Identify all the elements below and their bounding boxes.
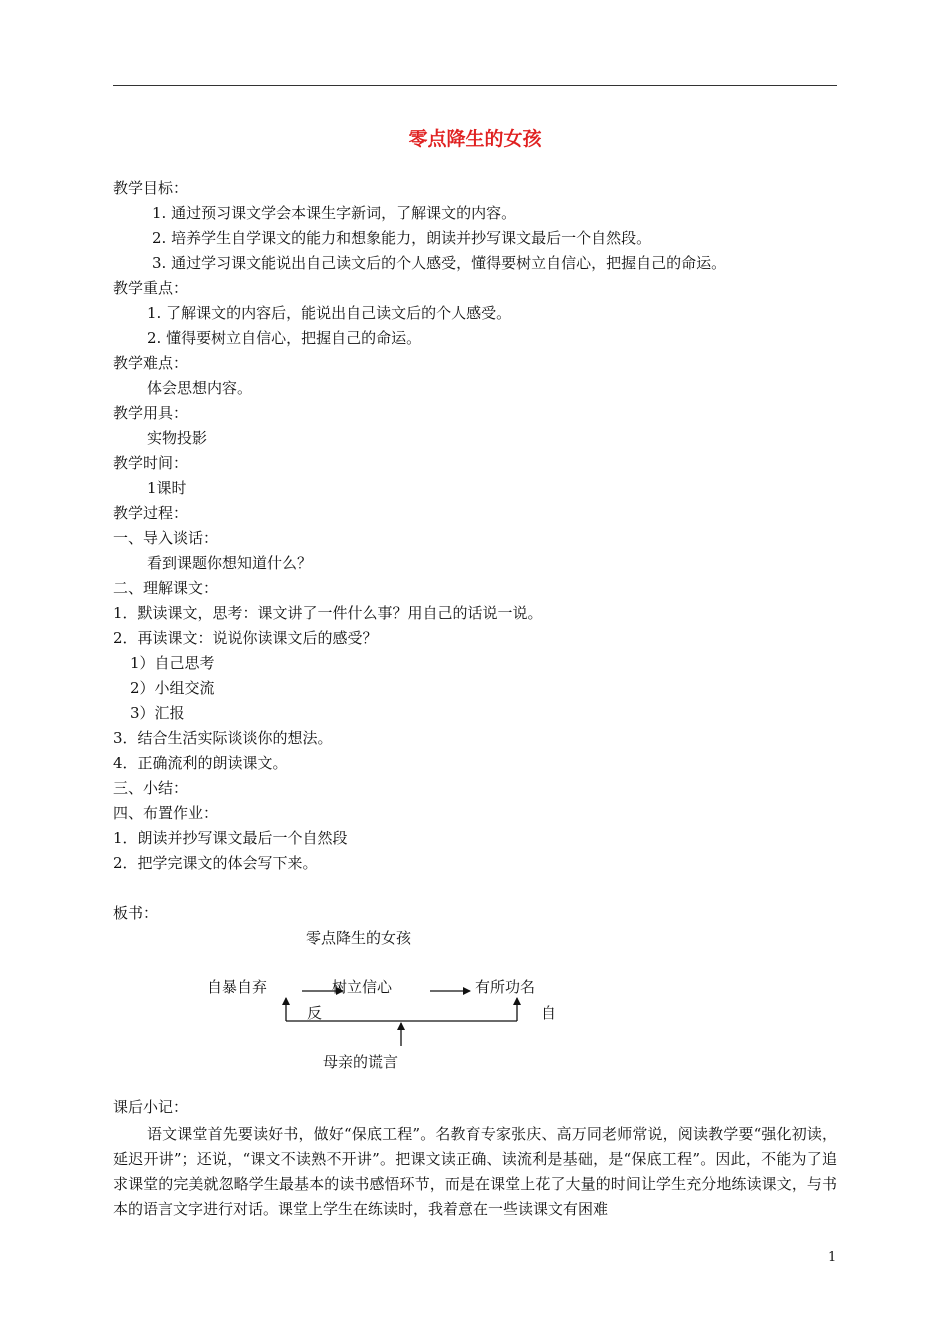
key-point-item-1: 1. 了解课文的内容后，能说出自己读文后的个人感受。 [147,304,512,322]
page-title: 零点降生的女孩 [408,128,542,150]
board-zi-label: 自 [541,1004,557,1022]
homework-item: 1．朗读并抄写课文最后一个自然段 [113,829,348,847]
section-2-item: 2．再读课文：说说你读课文后的感受？ [113,629,378,647]
section-1-text: 看到课题你想知道什么？ [147,554,313,572]
section-3-heading: 三、小结： [113,779,189,797]
process-heading: 教学过程： [113,504,189,522]
objective-item-1: 1. 通过预习课文学会本课生字新词，了解课文的内容。 [152,204,517,222]
difficulty-heading: 教学难点： [113,354,189,372]
section-2-item: 1．默读课文，思考：课文讲了一件什么事？用自己的话说一说。 [113,604,543,622]
board-heading: 板书： [113,904,159,922]
page-number: 1 [828,1250,837,1265]
tools-heading: 教学用具： [113,404,189,422]
section-1-heading: 一、导入谈话： [113,529,219,547]
section-2-subitem: 3）汇报 [130,704,185,722]
objectives-heading: 教学目标： [113,179,189,197]
notes-paragraph: 语文课堂首先要读好书，做好“保底工程”。名教育专家张庆、高万同老师常说，阅读教学要“强化初读，延迟开讲”；还说，“课文不读熟不开讲”。把课文读正确、读流利是基础，是“保底工程”。因此，不能为了追求课堂的完美就忽略学生最基本的读书感悟环节，而是在课堂上花了大量的时间让学生充分地练读课文，与书本的语言文字进行对话。课堂上学生在练读时，我着意在一些读课文有困难 [113,1125,837,1218]
section-2-item: 3．结合生活实际谈谈你的想法。 [113,729,333,747]
objective-item-3: 3. 通过学习课文能说出自己读文后的个人感受，懂得要树立自信心，把握自己的命运。 [152,254,727,272]
key-points-heading: 教学重点： [113,279,189,297]
board-middle-label: 树立信心 [332,978,393,996]
tools-text: 实物投影 [147,429,208,447]
section-4-heading: 四、布置作业： [113,804,219,822]
board-fan-label: 反 [307,1004,323,1022]
key-point-item-2: 2. 懂得要树立自信心，把握自己的命运。 [147,329,422,347]
time-heading: 教学时间： [113,454,189,472]
section-2-subitem: 2）小组交流 [130,679,215,697]
board-right-label: 有所功名 [475,978,536,996]
objective-item-2: 2. 培养学生自学课文的能力和想象能力，朗读并抄写课文最后一个自然段。 [152,229,652,247]
board-left-label: 自暴自弃 [207,978,268,996]
notes-heading: 课后小记： [113,1098,189,1116]
section-2-item: 4．正确流利的朗读课文。 [113,754,288,772]
homework-item: 2．把学完课文的体会写下来。 [113,854,318,872]
time-text: 1课时 [147,479,187,497]
section-2-subitem: 1）自己思考 [130,654,215,672]
section-2-heading: 二、理解课文： [113,579,219,597]
board-bottom-label: 母亲的谎言 [323,1053,399,1071]
difficulty-text: 体会思想内容。 [147,379,253,397]
board-title: 零点降生的女孩 [306,929,412,947]
